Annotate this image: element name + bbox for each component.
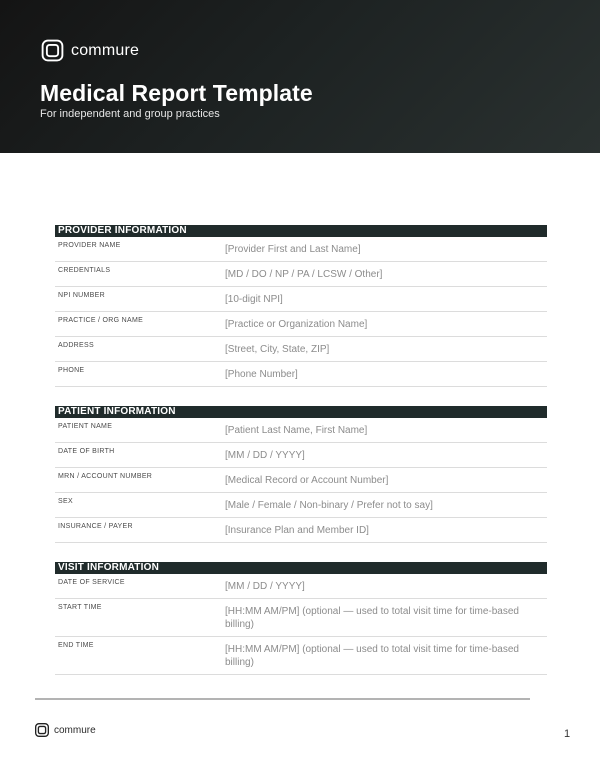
footer-brand-name: commure bbox=[54, 724, 96, 736]
field-label: MRN / ACCOUNT NUMBER bbox=[58, 473, 153, 480]
brand bbox=[40, 38, 139, 63]
section-visit-information bbox=[55, 562, 547, 675]
section-title: VISIT INFORMATION bbox=[55, 562, 547, 574]
commure-logo-icon bbox=[34, 722, 50, 738]
field-value-placeholder[interactable]: [MM / DD / YYYY] bbox=[225, 581, 305, 592]
header-banner bbox=[0, 0, 600, 153]
section-title: PATIENT INFORMATION bbox=[55, 406, 547, 418]
form-row-address bbox=[55, 337, 547, 362]
field-label: PHONE bbox=[58, 367, 85, 374]
form-row-provider-name bbox=[55, 237, 547, 262]
field-label: ADDRESS bbox=[58, 342, 94, 349]
field-value-placeholder[interactable]: [Male / Female / Non-binary / Prefer not to say] bbox=[225, 500, 433, 511]
field-value-placeholder[interactable]: [Patient Last Name, First Name] bbox=[225, 425, 368, 436]
field-label: PRACTICE / ORG NAME bbox=[58, 317, 144, 324]
form-row-practice-org-name bbox=[55, 312, 547, 337]
form-row-end-time bbox=[55, 637, 547, 675]
field-label: START TIME bbox=[58, 604, 102, 611]
field-label: PROVIDER NAME bbox=[58, 242, 121, 249]
section-title: PROVIDER INFORMATION bbox=[55, 225, 547, 237]
footer-divider bbox=[35, 698, 530, 700]
form-row-mrn-account-number bbox=[55, 468, 547, 493]
page-title: Medical Report Template bbox=[40, 80, 313, 106]
field-label: DATE OF SERVICE bbox=[58, 579, 125, 586]
page-number: 1 bbox=[564, 728, 571, 740]
field-value-placeholder[interactable]: [10-digit NPI] bbox=[225, 294, 283, 305]
form-row-start-time bbox=[55, 599, 547, 637]
field-value-placeholder[interactable]: [Practice or Organization Name] bbox=[225, 319, 368, 330]
field-value-placeholder[interactable]: [Medical Record or Account Number] bbox=[225, 475, 389, 486]
field-label: PATIENT NAME bbox=[58, 423, 113, 430]
field-value-placeholder[interactable]: [MD / DO / NP / PA / LCSW / Other] bbox=[225, 269, 383, 280]
form-row-sex bbox=[55, 493, 547, 518]
section-patient-information bbox=[55, 406, 547, 543]
form-row-date-of-service bbox=[55, 574, 547, 599]
field-label: END TIME bbox=[58, 642, 94, 649]
field-label: NPI NUMBER bbox=[58, 292, 105, 299]
field-label: CREDENTIALS bbox=[58, 267, 111, 274]
field-label: INSURANCE / PAYER bbox=[58, 523, 133, 530]
field-value-placeholder[interactable]: [HH:MM AM/PM] (optional — used to total visit time for time-based billing) bbox=[225, 606, 519, 630]
field-label: SEX bbox=[58, 498, 73, 505]
field-value-placeholder[interactable]: [Street, City, State, ZIP] bbox=[225, 344, 330, 355]
form-row-date-of-birth bbox=[55, 443, 547, 468]
commure-logo-icon bbox=[40, 38, 65, 63]
field-value-placeholder[interactable]: [Phone Number] bbox=[225, 369, 298, 380]
section-provider-information bbox=[55, 225, 547, 387]
field-label: DATE OF BIRTH bbox=[58, 448, 115, 455]
field-value-placeholder[interactable]: [HH:MM AM/PM] (optional — used to total visit time for time-based billing) bbox=[225, 644, 519, 668]
form-row-phone bbox=[55, 362, 547, 387]
brand-name: commure bbox=[71, 41, 140, 59]
form-row-credentials bbox=[55, 262, 547, 287]
field-value-placeholder[interactable]: [MM / DD / YYYY] bbox=[225, 450, 305, 461]
footer-brand bbox=[34, 722, 96, 738]
field-value-placeholder[interactable]: [Provider First and Last Name] bbox=[225, 244, 361, 255]
page-subtitle: For independent and group practices bbox=[40, 108, 220, 120]
form-row-patient-name bbox=[55, 418, 547, 443]
form-row-insurance-payer bbox=[55, 518, 547, 543]
field-value-placeholder[interactable]: [Insurance Plan and Member ID] bbox=[225, 525, 369, 536]
form-row-npi-number bbox=[55, 287, 547, 312]
